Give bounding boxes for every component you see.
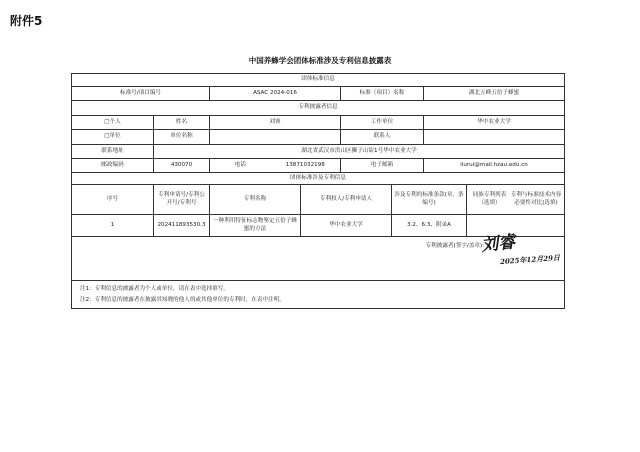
personal-checkbox-label: □个人: [72, 116, 154, 130]
name-label: 姓名: [154, 116, 210, 130]
header-family-and-comparison: [467, 185, 565, 215]
note-1: 注1：专利信息的披露者为个人或单位，请在表中选择填写。: [80, 286, 229, 292]
email-label: 电子邮箱: [341, 159, 424, 173]
standard-number-label: 标准号/项目编号: [72, 87, 210, 101]
postcode-value: 430070: [154, 159, 210, 173]
section-patent-info-title: 团体标准涉及专利信息: [72, 173, 565, 185]
unit-name-label: 单位名称: [154, 130, 210, 145]
standard-number-value: ASAC 2024-016: [210, 87, 341, 101]
contact-value: [424, 130, 565, 145]
notes-cell: [72, 281, 565, 309]
address-label: 联系地址: [72, 145, 154, 159]
disclosure-table: [71, 73, 565, 309]
handwritten-signature: 刘睿: [480, 232, 517, 256]
handwritten-date: 2025年12月29日: [499, 252, 561, 267]
document-title: 中国养蜂学会团体标准涉及专利信息披露表: [248, 56, 392, 65]
note-2: 注2：专利信息的披露者在披露其知晓的他人的或其他单位的专利时，在表中注明。: [80, 296, 285, 303]
unit-name-value: [210, 130, 341, 145]
row-patent-holder: 华中农业大学: [301, 215, 392, 237]
postcode-label: 邮政编码: [72, 159, 154, 173]
row-standard-clauses: 3.2、6.3、附录A: [392, 215, 467, 237]
section-standard-info-title: 团体标准信息: [72, 74, 565, 87]
header-patent-name: 专利名称: [210, 185, 301, 215]
row-application-number: 202411893530.3: [154, 215, 210, 237]
work-unit-value: 华中农业大学: [424, 116, 565, 130]
header-necessity-comparison: 专利与标准技术内容必要性对比(选填): [510, 191, 562, 206]
section-discloser-info-title: 专利披露者信息: [72, 101, 565, 116]
attachment-label: 附件5: [10, 14, 43, 28]
standard-name-value: 湖北五峰五倍子蜂蜜: [424, 87, 565, 101]
name-value: 刘睿: [210, 116, 341, 130]
header-patent-family: 同族专利列表（选填）: [472, 191, 507, 206]
work-unit-label: 工作单位: [341, 116, 424, 130]
header-patent-holder: 专利权人/专利申请人: [301, 185, 392, 215]
unit-checkbox-label: □单位: [72, 130, 154, 145]
header-seq: 序号: [72, 185, 154, 215]
row-seq: 1: [72, 215, 154, 237]
header-application-number: 专利申请号/专利公开号/专利号: [154, 185, 210, 215]
address-value: 湖北省武汉市洪山区狮子山街1号华中农业大学: [154, 145, 565, 159]
phone-label: 电话: [210, 159, 271, 173]
disclosure-form: [71, 73, 564, 309]
phone-value: 13871032198: [271, 159, 341, 173]
row-patent-name: 一种利用特征标志物鉴定五倍子蜂蜜的方法: [210, 215, 301, 237]
standard-name-label: 标准（项目）名称: [341, 87, 424, 101]
header-standard-clauses: 涉及专利的标准条款(章、条编号): [392, 185, 467, 215]
contact-label: 联系人: [341, 130, 424, 145]
signature-label: 专利披露者(签字/盖章):: [425, 243, 485, 249]
email-value: liurui@mail.hzau.edu.cn: [424, 159, 565, 173]
